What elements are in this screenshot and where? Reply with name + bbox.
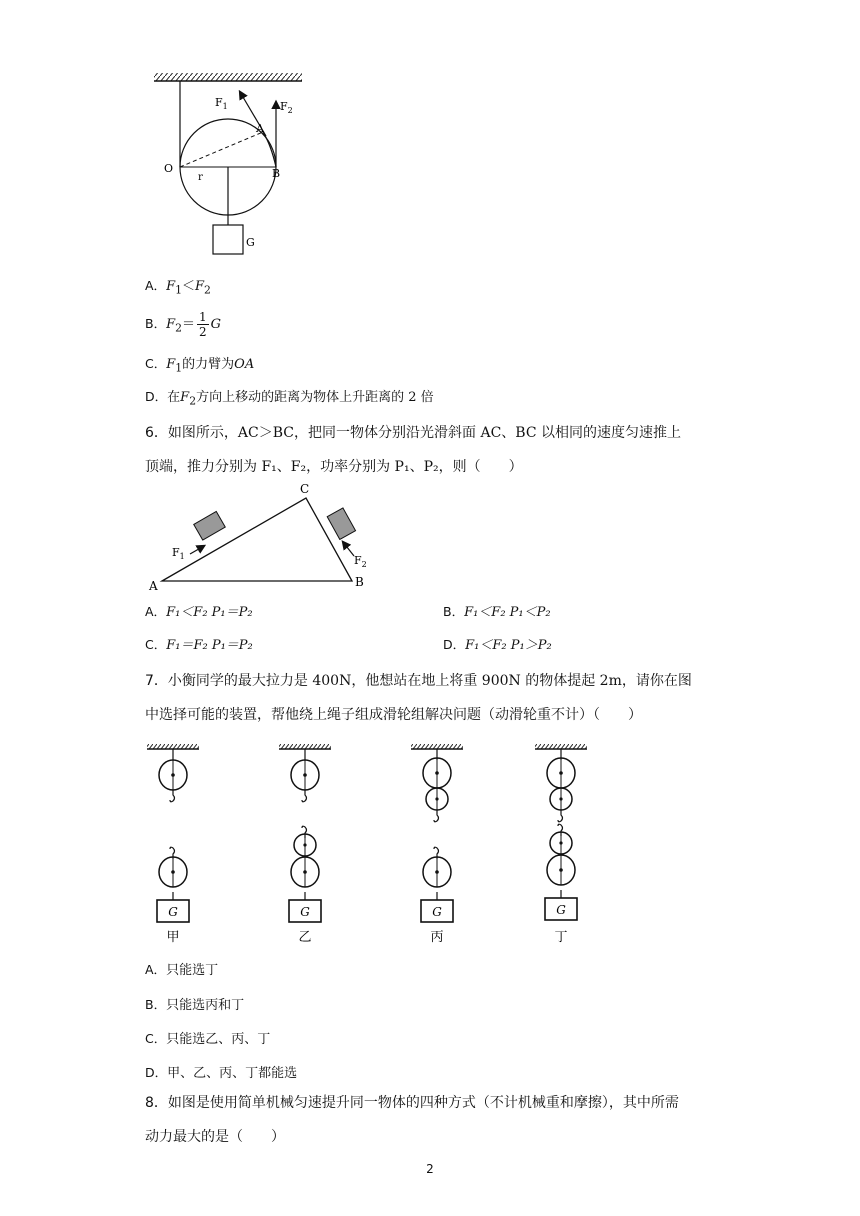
block-label: G bbox=[300, 905, 310, 919]
weight-block bbox=[213, 225, 243, 254]
label-yi: 乙 bbox=[298, 930, 312, 945]
q7-stem: 7．小衡同学的最大拉力是 400N，他想站在地上将重 900N 的物体提起 2m，请你在图 中选择可能的装置，帮他绕上绳子组成滑轮组解决问题（动滑轮重不计）（ ） bbox=[145, 673, 692, 723]
label-ding: 丁 bbox=[554, 930, 568, 945]
q5-option-d[interactable]: D．在$F_2$方向上移动的距离为物体上升距离的 2 倍 bbox=[145, 389, 434, 408]
radius-oa-dashed bbox=[180, 132, 263, 167]
label-bing: 丙 bbox=[430, 930, 444, 945]
q6-incline-figure bbox=[140, 478, 380, 594]
f2-arrow bbox=[343, 542, 354, 556]
label-r: r bbox=[198, 172, 203, 183]
q6-stem: 6．如图所示，AC＞BC，把同一物体分别沿光滑斜面 AC、BC 以相同的速度匀速推上 顶端，推力分别为 F₁、F₂，功率分别为 P₁、P₂，则（ ） bbox=[145, 425, 681, 475]
f1-arrow bbox=[190, 546, 204, 554]
block-label: G bbox=[556, 903, 566, 917]
q6-option-d[interactable]: D．F₁＜F₂ P₁＞P₂ bbox=[443, 637, 552, 653]
page-number: 2 bbox=[426, 1162, 434, 1176]
block-on-bc bbox=[327, 508, 355, 539]
block-label: G bbox=[432, 905, 442, 919]
block-on-ac bbox=[194, 511, 226, 540]
setup-jia[interactable] bbox=[147, 744, 199, 945]
q6-option-c[interactable]: C．F₁＝F₂ P₁＝P₂ bbox=[145, 637, 253, 653]
label-f2: $F_2$ bbox=[280, 100, 293, 115]
label-jia: 甲 bbox=[166, 930, 180, 945]
setup-yi[interactable] bbox=[279, 744, 331, 945]
q7-pulley-options-figure bbox=[140, 738, 600, 948]
q6-option-b[interactable]: B．F₁＜F₂ P₁＜P₂ bbox=[443, 604, 551, 620]
q5-option-b[interactable]: B．$F_2=$ $\frac{1}{2}$ G bbox=[145, 310, 222, 339]
q7-option-c[interactable]: C．只能选乙、丙、丁 bbox=[145, 1031, 271, 1047]
incline-triangle bbox=[162, 498, 352, 581]
q8-stem: 8．如图是使用简单机械匀速提升同一物体的四种方式（不计机械重和摩擦），其中所需 动力最大的是（ ） bbox=[145, 1095, 679, 1145]
setup-ding[interactable] bbox=[535, 744, 587, 945]
q5-option-c[interactable]: C．$F_1$的力臂为OA bbox=[145, 356, 255, 375]
q5-option-a[interactable]: A．$F_1<F_2$ bbox=[145, 278, 211, 297]
label-f1: $F_1$ bbox=[215, 96, 228, 111]
q6-option-a[interactable]: A．F₁＜F₂ P₁＝P₂ bbox=[145, 604, 253, 620]
label-o: O bbox=[164, 162, 174, 175]
label-b: B bbox=[355, 575, 364, 589]
label-f2: $F_2$ bbox=[354, 554, 367, 569]
label-c: C bbox=[300, 482, 310, 496]
label-f1: $F_1$ bbox=[172, 546, 185, 561]
q7-option-d[interactable]: D．甲、乙、丙、丁都能选 bbox=[145, 1065, 298, 1081]
label-g: G bbox=[246, 236, 255, 249]
setup-bing[interactable] bbox=[411, 744, 463, 945]
ceiling-hatch bbox=[154, 73, 302, 81]
fraction-one-half: $\frac{1}{2}$ bbox=[199, 310, 207, 339]
block-label: G bbox=[168, 905, 178, 919]
q5-pulley-figure bbox=[140, 70, 320, 260]
label-a: A bbox=[256, 122, 264, 135]
label-a: A bbox=[149, 579, 158, 593]
label-b: B bbox=[272, 167, 281, 180]
q7-option-b[interactable]: B．只能选丙和丁 bbox=[145, 997, 245, 1013]
q7-option-a[interactable]: A．只能选丁 bbox=[145, 962, 219, 978]
